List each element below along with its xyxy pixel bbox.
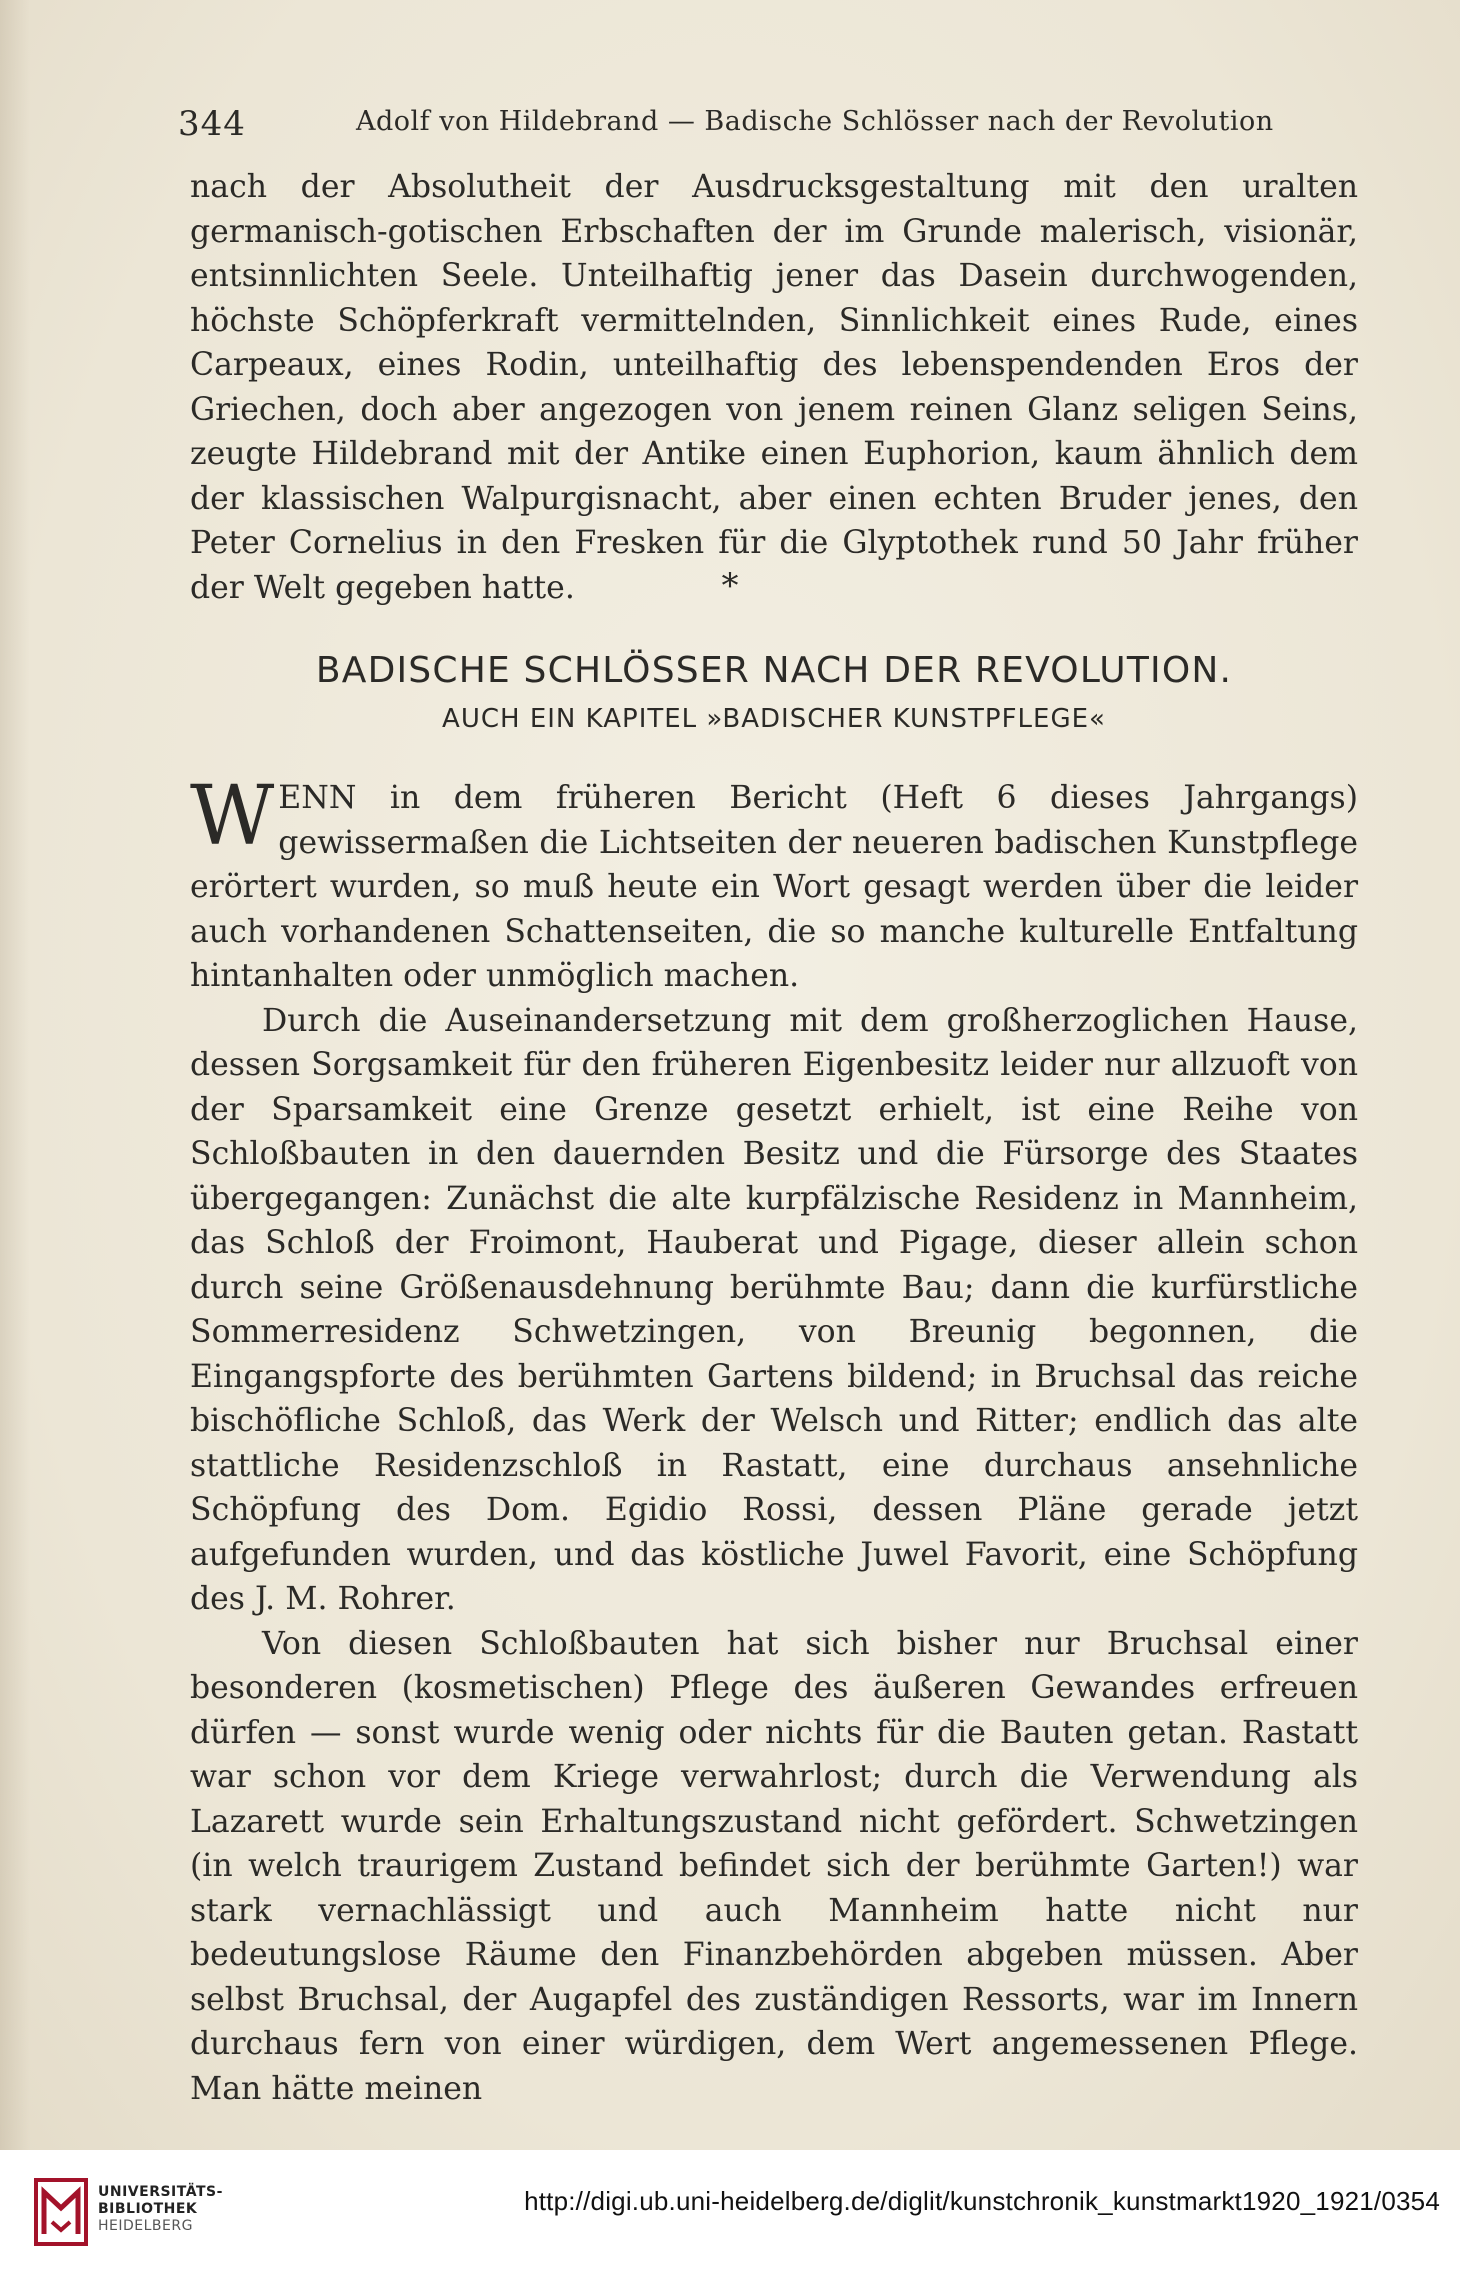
article-paragraph-1-text: ENN in dem früheren Bericht (Heft 6 dieses Jahrgangs) gewissermaßen die Lichtseiten der neueren badischen Kunstpflege erörtert wurden, so muß heute ein Wort gesagt werden über die leider auch vorhandenen Schattenseiten, die so manche kulturelle Entfaltung hintanhalten oder unmöglich machen.: [190, 780, 1358, 994]
article-subtitle: AUCH EIN KAPITEL »BADISCHER KUNSTPFLEGE«: [442, 704, 1106, 734]
library-name-line-3: HEIDELBERG: [98, 2218, 193, 2234]
library-name: [98, 2184, 223, 2235]
article-title: BADISCHE SCHLÖSSER NACH DER REVOLUTION.: [315, 650, 1233, 691]
permalink-url[interactable]: http://digi.ub.uni-heidelberg.de/diglit/kunstchronik_kunstmarkt1920_1921/0354: [524, 2186, 1440, 2216]
section-separator: *: [721, 566, 739, 606]
article-paragraph-1: [190, 769, 1358, 999]
article-body: [190, 769, 1358, 2111]
running-head: [178, 100, 1358, 150]
library-name-line-1: UNIVERSITÄTS-: [98, 2184, 223, 2200]
page-number: 344: [178, 104, 246, 144]
intro-paragraph-block: [190, 165, 1358, 610]
intro-paragraph: nach der Absolutheit der Ausdrucksgestaltung mit den uralten germanisch-gotischen Erbschaften der im Grunde malerisch, visionär, entsinnlichten Seele. Unteilhaftig jener das Dasein durchwogenden, höchste Schöpferkraft vermittelnden, Sinnlichkeit eines Rude, eines Carpeaux, eines Rodin, unteilhaftig des lebenspendenden Eros der Griechen, doch aber angezogen von jenem reinen Glanz seligen Seins, zeugte Hildebrand mit der Antike einen Euphorion, kaum ähnlich dem der klassischen Walpurgisnacht, aber einen echten Bruder jenes, den Peter Cornelius in den Fresken für die Glyptothek rund 50 Jahr früher der Welt gegeben hatte.: [190, 169, 1358, 606]
viewer-footer: [0, 2150, 1460, 2276]
page-gutter-shadow: [0, 0, 30, 2150]
article-paragraph-2: Durch die Auseinandersetzung mit dem großherzoglichen Hause, dessen Sorgsamkeit für den früheren Eigenbesitz leider nur allzuoft von der Sparsamkeit eine Grenze gesetzt erhielt, ist eine Reihe von Schloßbauten in den dauernden Besitz und die Fürsorge des Staates übergegangen: Zunächst die alte kurpfälzische Residenz in Mannheim, das Schloß der Froimont, Hauberat und Pigage, dieser allein schon durch seine Größenausdehnung berühmte Bau; dann die kurfürstliche Sommerresidenz Schwetzingen, von Breunig begonnen, die Eingangspforte des berühmten Gartens bildend; in Bruchsal das reiche bischöfliche Schloß, das Werk der Welsch und Ritter; endlich das alte stattliche Residenzschloß in Rastatt, eine durchaus ansehnliche Schöpfung des Dom. Egidio Rossi, dessen Pläne gerade jetzt aufgefunden wurden, und das köstliche Juwel Favorit, eine Schöpfung des J. M. Rohrer.: [190, 1002, 1358, 1617]
drop-cap: W: [190, 769, 275, 864]
university-library-logo-icon: [34, 2178, 88, 2246]
running-title: Adolf von Hildebrand — Badische Schlösser nach der Revolution: [356, 106, 1274, 137]
article-paragraph-3: Von diesen Schloßbauten hat sich bisher nur Bruchsal einer besonderen (kosmetischen) Pflege des äußeren Gewandes erfreuen dürfen — sonst wurde wenig oder nichts für die Bauten getan. Rastatt war schon vor dem Kriege verwahrlost; durch die Verwendung als Lazarett wurde sein Erhaltungszustand nicht gefördert. Schwetzingen (in welch traurigem Zustand befindet sich der berühmte Garten!) war stark vernachlässigt und auch Mannheim hatte nicht nur bedeutungslose Räume den Finanzbehörden abgeben müssen. Aber selbst Bruchsal, der Augapfel des zuständigen Ressorts, war im Innern durchaus fern von einer würdigen, dem Wert angemessenen Pflege. Man hätte meinen: [190, 1625, 1358, 2107]
library-name-line-2: BIBLIOTHEK: [98, 2201, 198, 2217]
